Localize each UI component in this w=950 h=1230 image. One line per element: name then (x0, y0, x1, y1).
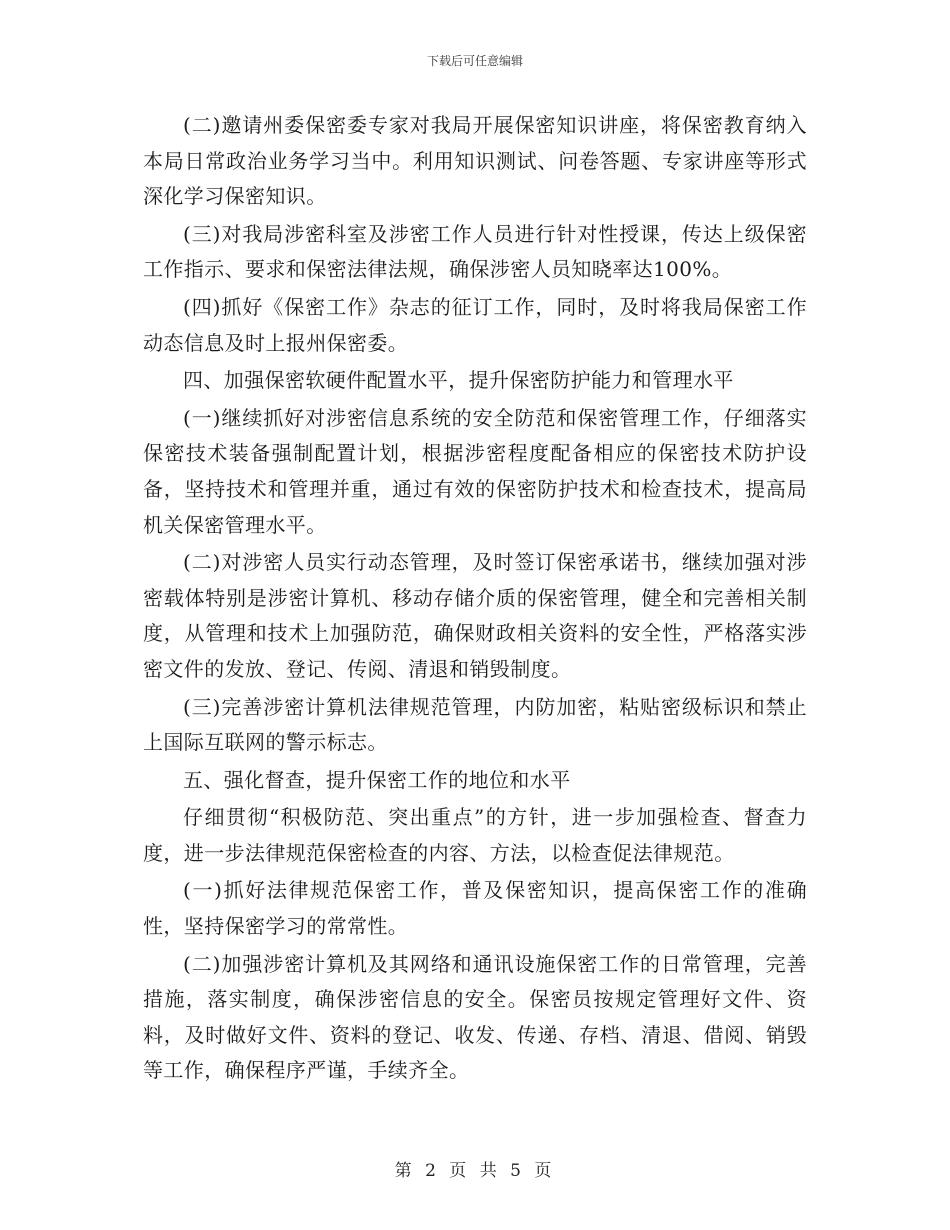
section-heading: 四、加强保密软硬件配置水平，提升保密防护能力和管理水平 (183, 368, 734, 393)
paragraph: (二)加强涉密计算机及其网络和通讯设施保密工作的日常管理，完善措施，落实制度，确保涉密信息的安全。保密员按规定管理好文件、资料，及时做好文件、资料的登记、收发、传递、存档、清退、借阅、销毁等工作，确保程序严谨，手续齐全。 (143, 951, 807, 1083)
paragraph: (四)抓好《保密工作》杂志的征订工作，同时，及时将我局保密工作动态信息及时上报州保密委。 (143, 294, 807, 355)
paragraph: (三)对我局涉密科室及涉密工作人员进行针对性授课，传达上级保密工作指示、要求和保密法律法规，确保涉密人员知晓率达100%。 (143, 221, 807, 282)
paragraph: 仔细贯彻“积极防范、突出重点”的方针，进一步加强检查、督查力度，进一步法律规范保密检查的内容、方法，以检查促法律规范。 (143, 805, 807, 865)
paragraph: (一)继续抓好对涉密信息系统的安全防范和保密管理工作，仔细落实保密技术装备强制配置计划，根据涉密程度配备相应的保密技术防护设备，坚持技术和管理并重，通过有效的保密防护技术和检查技术，提高局机关保密管理水平。 (143, 405, 807, 537)
paragraph: (二)对涉密人员实行动态管理，及时签订保密承诺书，继续加强对涉密载体特别是涉密计算机、移动存储介质的保密管理，健全和完善相关制度，从管理和技术上加强防范，确保财政相关资料的安全性，严格落实涉密文件的发放、登记、传阅、清退和销毁制度。 (143, 550, 807, 681)
document-body (143, 108, 807, 1091)
paragraph: (一)抓好法律规范保密工作，普及保密知识，提高保密工作的准确性，坚持保密学习的常常性。 (143, 878, 807, 939)
paragraph: (二)邀请州委保密委专家对我局开展保密知识讲座，将保密教育纳入本局日常政治业务学习当中。利用知识测试、问卷答题、专家讲座等形式深化学习保密知识。 (143, 113, 807, 209)
page-header: 下载后可任意编辑 (426, 54, 523, 68)
section-heading: 五、强化督查，提升保密工作的地位和水平 (183, 767, 571, 792)
paragraph: (三)完善涉密计算机法律规范管理，内防加密，粘贴密级标识和禁止上国际互联网的警示标志。 (143, 694, 807, 755)
page-number-footer: 第 2 页 共 5 页 (394, 1161, 556, 1181)
